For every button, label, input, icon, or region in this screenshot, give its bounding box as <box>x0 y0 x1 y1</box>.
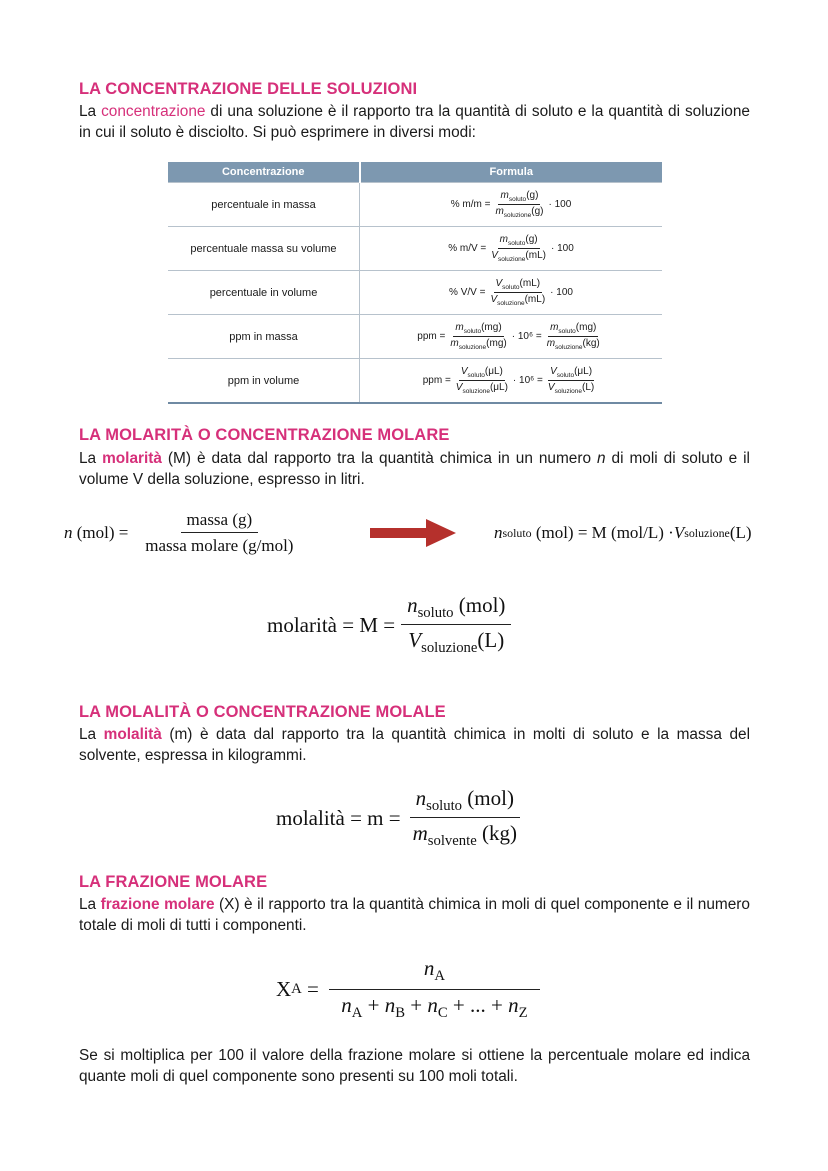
formula-cell: % m/V = $m_{soluto}(g)$ $V_{soluzione}(mL)$ · 100 <box>360 227 663 271</box>
paragraph-frazione-molare: La frazione molare (X) è il rapporto tra la quantità chimica in moli di quel componente e il numero totale di moli di tutti i componenti. <box>79 896 750 934</box>
formula-cell: % m/m = $m_{soluto}(g)$ $m_{soluzione}(g)$ · 100 <box>360 183 663 227</box>
row-label: percentuale massa su volume <box>168 227 360 271</box>
equation-molarity: molarità = M = $\frac{n_{soluto} (mol)}{V_{soluzione}(L)}$ <box>267 593 517 657</box>
formula-cell: ppm = $V_{soluto}(\mu L)$ $V_{soluzione}(\mu L)$ · 10⁶ = $V_{soluto}(\mu L)$ $V_{soluzione}(L)$ <box>360 359 663 404</box>
equation-moles-from-molarity: n soluto (mol) = M (mol/L) · V soluzione (L) <box>494 523 752 542</box>
section-title-concentrazione: LA CONCENTRAZIONE DELLE SOLUZIONI <box>79 80 418 98</box>
paragraph-molarita: La molarità (M) è data dal rapporto tra la quantità chimica in un numero n di moli di soluto e il volume V della soluzione, espresso in litri. <box>79 450 750 488</box>
section-title-frazione-molare: LA FRAZIONE MOLARE <box>79 873 268 891</box>
table-row <box>168 227 662 271</box>
equation-molality: molalità = m = $\frac{n_{soluto} (mol)}{m_{solvente} (kg)}$ <box>276 786 529 850</box>
term-concentrazione: concentrazione <box>101 103 206 120</box>
term-frazione-molare: frazione molare <box>100 896 215 913</box>
arrow-right-icon <box>370 518 456 548</box>
term-molarita: molarità <box>102 450 162 467</box>
header-concentrazione: Concentrazione <box>168 162 360 183</box>
row-label: ppm in massa <box>168 315 360 359</box>
header-formula: Formula <box>360 162 663 183</box>
concentration-table <box>168 162 662 404</box>
paragraph-closing: Se si moltiplica per 100 il valore della frazione molare si ottiene la percentuale molare ed indica quante moli di quel componente sono presenti su 100 moli totali. <box>79 1047 750 1085</box>
table-row <box>168 315 662 359</box>
paragraph-molalita: La molalità (m) è data dal rapporto tra la quantità chimica in molti di soluto e la massa del solvente, espressa in kilogrammi. <box>79 726 750 764</box>
table-header-row <box>168 162 662 183</box>
table-row <box>168 183 662 227</box>
formula-cell: ppm = $m_{soluto}(mg)$ $m_{soluzione}(mg)$ · 10⁶ = $m_{soluto}(mg)$ $m_{soluzione}(kg)$ <box>360 315 663 359</box>
row-label: percentuale in massa <box>168 183 360 227</box>
row-label: ppm in volume <box>168 359 360 404</box>
paragraph-concentrazione: La concentrazione di una soluzione è il rapporto tra la quantità di soluto e la quantità di soluzione in cui il soluto è disciolto. Si può esprimere in diversi modi: <box>79 103 750 141</box>
equation-moles: n (mol) = $\frac{\text{massa (g)}}{\text{massa molare (g/mol)}}$ <box>64 510 294 555</box>
formula-cell: % V/V = $V_{soluto}(mL)$ $V_{soluzione}(mL)$ · 100 <box>360 271 663 315</box>
term-molalita: molalità <box>103 726 162 743</box>
section-title-molalita: LA MOLALITÀ O CONCENTRAZIONE MOLALE <box>79 703 446 721</box>
row-label: percentuale in volume <box>168 271 360 315</box>
table-row <box>168 359 662 404</box>
equation-mole-fraction: X A = $n_A$ $n_A + n_B + n_C$ + ... + $n_Z$ <box>276 956 546 1022</box>
section-title-molarita: LA MOLARITÀ O CONCENTRAZIONE MOLARE <box>79 426 450 444</box>
table-row <box>168 271 662 315</box>
